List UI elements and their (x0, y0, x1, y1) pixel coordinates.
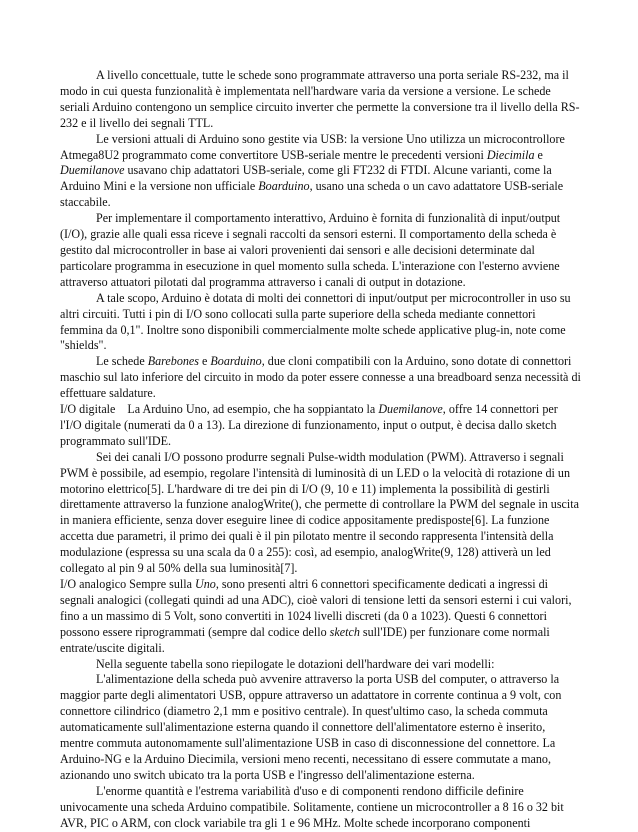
paragraph-p3 (60, 211, 581, 291)
document-body (60, 68, 581, 832)
paragraph-p8 (60, 577, 581, 657)
text-run: Nella seguente tabella sono riepilogate le dotazioni dell'hardware dei vari modelli: (96, 656, 495, 671)
text-run: L'enorme quantità e l'estrema variabilità d'uso e di componenti rendono difficile definire univocamente una scheda Arduino compatibile. Solitamente, contiene un microcontroller a 8 16 o 32 bit AVR, PIC o ARM, con clock variabile tra gli 1 e 96 MHz. Molte schede incorporano componenti (60, 783, 564, 830)
paragraph-p1 (60, 68, 581, 132)
paragraph-p11 (60, 784, 581, 832)
paragraph-p4 (60, 291, 581, 355)
italic-text: Duemilanove (378, 402, 443, 417)
text-run: L'alimentazione della scheda può avvenire attraverso la porta USB del computer, o attraverso la maggior parte degli alimentatori USB, oppure attraverso un adattatore in corrente continua a 9 volt, con connettore cilindrico (diametro 2,1 mm e positivo centrale). In quest'ultimo caso, la scheda commuta automaticamente sull'alimentazione esterna quando il connettore dell'alimentatore esterno è inserito, mentre commuta autonomamente sull'alimentazione USB in caso di disconnessione del connettore. La Arduino-NG e la Arduino Diecimila, versioni meno recenti, necessitano di essere commutate a mano, azionando uno switch ubicato tra la porta USB e l'ingresso dell'alimentazione esterna. (60, 672, 562, 782)
italic-text: Diecimila (486, 147, 535, 162)
text-run: La Arduino Uno, ad esempio, che ha soppiantato la (127, 402, 379, 417)
text-run: Sei dei canali I/O possono produrre segnali Pulse-width modulation (PWM). Attraverso i segnali PWM è possibile, ad esempio, regolare l'intensità di luminosità di un LED o la velocità di rotazione di un motorino elettrico[5]. L'hardware di tre dei pin di I/O (9, 10 e 11) implementa la possibilità di gestirli direttamente attraverso la funzione analogWrite(), che permette di controllare la PWM del segnale in uscita in maniera efficiente, senza dover eseguire linee di codice appositamente predisposte[6]. La funzione accetta due parametri, il primo dei quali è il pin pilotato mentre il secondo rappresenta l'intensità della modulazione (espressa su una scala da 0 a 255): così, ad esempio, analogWrite(9, 128) attiverà un led collegato al pin 9 al 50% della sua luminosità[7]. (60, 449, 579, 576)
text-run: , offre 14 connettori per l'I/O digitale (numerati da 0 a 13). La direzione di funzionamento, input o output, è decisa dallo sketch programmato sull'IDE. (60, 402, 558, 448)
italic-text: Boarduino (258, 179, 310, 194)
text-run: I/O digitale (60, 402, 116, 417)
text-run: , usano una scheda o un cavo adattatore USB-seriale staccabile. (60, 179, 564, 210)
italic-text: Uno (195, 577, 216, 591)
text-run: Le versioni attuali di Arduino sono gestite via USB: la versione Uno utilizza un microcontrollore Atmega8U2 programmato come convertitore USB-seriale mentre le precedenti versioni (60, 131, 565, 162)
text-run: sull'IDE) per funzionare come normali entrate/uscite digitali. (60, 624, 550, 655)
text-run: A livello concettuale, tutte le schede sono programmate attraverso una porta seriale RS-232, ma il modo in cui questa funzionalità è implementata nell'hardware varia da versione a versione. Le schede seriali Arduino contengono un semplice circuito inverter che permette la conversione tra il livello della RS-232 e il livello dei segnali TTL. (60, 68, 580, 130)
italic-text: Duemilanove (60, 163, 125, 178)
paragraph-p10 (60, 672, 581, 783)
paragraph-p2 (60, 132, 581, 212)
italic-text: sketch (329, 624, 360, 639)
text-run: e (534, 147, 543, 162)
paragraph-p9 (60, 657, 581, 673)
text-run: Le schede (96, 354, 148, 369)
paragraph-p7 (60, 450, 581, 577)
italic-text: Boarduino (210, 354, 262, 369)
paragraph-p5 (60, 354, 581, 402)
paragraph-p6 (60, 402, 581, 450)
text-run: usavano chip adattatori USB-seriale, come gli FT232 di FTDI. Alcune varianti, come la Arduino Mini e la versione non ufficiale (60, 163, 552, 194)
text-run: Per implementare il comportamento interattivo, Arduino è fornita di funzionalità di input/output (I/O), grazie alle quali essa riceve i segnali raccolti da sensori esterni. Il comportamento della scheda è gestito dal microcontroller in base ai valori provenienti dai sensori e alle decisioni determinate dal particolare programma in esecuzione in quel momento sulla scheda. L'interazione con l'esterno avviene attraverso attuatori pilotati dal programma attraverso i canali di output in dotazione. (60, 211, 561, 289)
text-run: , due cloni compatibili con la Arduino, sono dotate di connettori maschio sul lato inferiore del circuito in modo da poter essere connesse a una breadboard senza necessità di effettuare saldature. (60, 354, 581, 401)
text-run: e (199, 354, 211, 369)
text-run: , sono presenti altri 6 connettori specificamente dedicati a ingressi di segnali analogici (collegati quindi ad una ADC), cioè valori di tensione letti da sensori esterni i cui valori, fino a un massimo di 5 Volt, sono convertiti in 1024 livelli discreti (da 0 a 1023). Questi 6 connettori possono essere riprogrammati (sempre dal codice dello (60, 577, 572, 639)
text-run: I/O analogico Sempre sulla (60, 577, 196, 591)
italic-text: Barebones (147, 354, 199, 369)
text-run: A tale scopo, Arduino è dotata di molti dei connettori di input/output per microcontroller in uso su altri circuiti. Tutti i pin di I/O sono collocati sulla parte superiore della scheda mediante connettori femmina da 0,1". Inoltre sono disponibili commercialmente molte schede applicative plug-in, note come "shields". (60, 290, 571, 353)
